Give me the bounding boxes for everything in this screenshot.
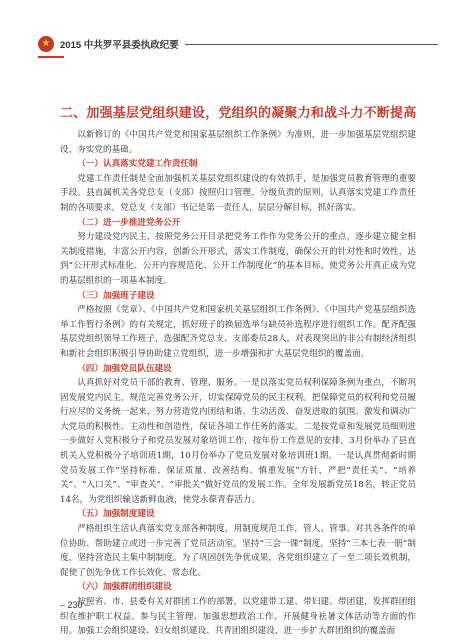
article-body [60, 128, 416, 639]
page-header [38, 36, 438, 52]
party-emblem-icon: ★ [38, 36, 54, 52]
subsection-body-4: 认真抓好对党员干部的教育、管理、服务。一是以落实党员权利保障条例为重点，不断巩固发展党内民主，规范完善党务公开，切实保障党员的民主权利。把保障党员的权利和党员履行应尽的义务统一起来，努力营造党内团结和谐、生动活泼、奋发进取的氛围。激发和调动广大党员的积极性、主动性和创造性，保证各项工作任务的落实。二是按党章和发展党员细则进一步做好入党积极分子和党员发展对象培训工作，按年份工作意见的安排，3月份举办了县直机关入党积极分子培训班1期，10月份举办了党员发展对象培训班1期。一是认真贯彻新时期党员发展工作“坚持标准、保证质量、改善结构、慎重发展”方针，严把“责任关”、“培养关”、“入口关”、“审查关”、“审批关”做好党员的发展工作。全年发展新党员18名，转正党员14名，为党组织输送新鲜血液，使党永葆青春活力。 [60, 378, 416, 505]
subsection-heading-2: （二）进一步推进党务公开 [77, 217, 181, 228]
header-accent-line [38, 56, 64, 58]
page-number: – 230 – [60, 600, 91, 610]
subsection-body-5: 严格组织生活认真落实党支部各种制度，用制度规范工作，管人、管事。对共各条件的单位协助、帮助建立或进一步完善了党员活动室，坚持“三会一课”制度，坚持“三本七表一册”制度，坚持营造民主集中制制度。为了巩固创先争优成果，各党组织建立了一至二项长效机制，促使了创先争优工作长效化、常态化。 [60, 524, 416, 578]
section-title: 二、加强基层党组织建设，党组织的凝聚力和战斗力不断提高 [60, 106, 417, 121]
subsection-body-1: 党建工作责任制是全面加强机关基层党组织建设的有效抓手，是加强党员教育管理的重要手段。县直属机关各党总支（支部）按照归口管理、分级负责的原则，认真落实党建工作责任制的各项要求，党总支（支部）书记是第一责任人，层层分解目标，抓好落实。 [60, 173, 416, 213]
subsection-heading-1: （一）认真落实党建工作责任制 [77, 159, 198, 170]
subsection-body-2: 努力建设党内民主，按照党务公开目录把党务工作作为党务公开的重点，逐步建立健全相关制度措施，丰富公开内容，创新公开形式，落实工作制度，确保公开的针对性和时效性，达到“公开形式标准化、公开内容规范化、公开工作制度化”的基本目标，使党务公开真正成为党的基层组织的一项基本制度。 [60, 232, 416, 286]
subsection-body-6: 按照省、市、县委有关对群团工作的部署，以党建带工建、带妇建、带团建，发挥群团组织在维护职工权益、参与民主管理、加强思想政治工作、开展健身袪暑文体活动等方面的作用。加强工会组织建设、妇女组织建设、共青团组织建设，进一步扩大群团组织的覆盖面 [60, 597, 416, 637]
header-rule [185, 44, 438, 45]
subsection-heading-3: （三）加强班子建设 [77, 290, 155, 301]
subsection-heading-5: （五）加强制度建设 [77, 509, 155, 520]
subsection-body-3: 严格按照《党章》、《中国共产党和国家机关基层组织工作条例》、《中国共产党基层组织选举工作暂行条例》的有关规定，抓好班子的换届选举与缺员补选程序进行组织工作。配齐配强基层党组织领导工作班子，选强配齐党总支、支部委员28人，对表现突出的非公有制经济组织和新社会组织积极引导协助建立党组织，进一步增强和扩大基层党组织的覆盖面。 [60, 305, 416, 359]
header-title: 2015 中共罗平县委执政纪要 [60, 40, 179, 51]
subsection-heading-6: （六）加强群团组织建设 [77, 582, 172, 593]
intro-paragraph: 以新修订的《中国共产党党和国家基层组织工作条例》为准则，进一步加强基层党组织建设，夯实党的基础。 [60, 130, 416, 155]
subsection-heading-4: （四）加强党员队伍建设 [77, 363, 172, 374]
